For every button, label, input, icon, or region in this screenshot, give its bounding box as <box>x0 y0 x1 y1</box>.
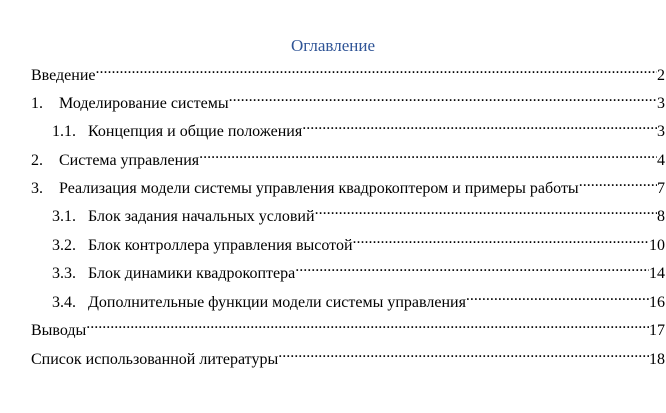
toc-entry-page: 10 <box>649 237 665 254</box>
toc-entry-label: Блок динамики квадрокоптера <box>88 265 296 282</box>
toc-entry-1[interactable] <box>31 86 665 112</box>
toc-entry-label: Блок задания начальных условий <box>88 208 315 225</box>
toc-entry-page: 4 <box>657 152 665 169</box>
toc-entry-label: Система управления <box>59 152 200 169</box>
toc-dot-leader <box>315 199 657 221</box>
toc-entry-1-1[interactable] <box>52 114 665 140</box>
toc-entry-references[interactable] <box>31 342 665 368</box>
toc-dot-leader <box>466 285 649 307</box>
toc-entry-number: 3.1. <box>52 208 76 225</box>
toc-entry-number: 3.4. <box>52 294 76 311</box>
toc-dot-leader <box>302 114 657 136</box>
toc-entry-3-1[interactable] <box>52 199 665 225</box>
toc-dot-leader <box>229 86 657 108</box>
toc-entry-page: 2 <box>657 67 665 84</box>
toc-entry-page: 8 <box>657 208 665 225</box>
toc-entry-label: Список использованной литературы <box>31 351 279 368</box>
toc-entry-3-2[interactable] <box>52 228 665 254</box>
toc-entry-number: 1. <box>31 95 43 112</box>
toc-entry-label: Выводы <box>31 322 87 339</box>
toc-entry-page: 14 <box>649 265 665 282</box>
toc-dot-leader <box>86 313 649 335</box>
toc-entry-3-4[interactable] <box>52 285 665 311</box>
toc-entry-number: 3.3. <box>52 265 76 282</box>
toc-title: Оглавление <box>291 36 375 55</box>
toc-entry-page: 16 <box>649 294 665 311</box>
toc-entry-conclusions[interactable] <box>31 313 665 339</box>
toc-entry-page: 18 <box>649 351 665 368</box>
toc-entry-label: Блок контроллера управления высотой <box>88 237 353 254</box>
toc-entry-intro[interactable] <box>31 58 665 84</box>
toc-dot-leader <box>199 143 657 165</box>
toc-dot-leader <box>353 228 649 250</box>
toc-entry-number: 2. <box>31 152 43 169</box>
toc-entry-page: 3 <box>657 123 665 140</box>
toc-entry-label: Введение <box>31 67 96 84</box>
toc-entry-label: Реализация модели системы управления квадрокоптером и примеры работы <box>59 180 579 197</box>
toc-entry-label: Дополнительные функции модели системы управления <box>88 294 466 311</box>
toc-entry-3-3[interactable] <box>52 256 665 282</box>
toc-dot-leader <box>579 171 657 193</box>
toc-entry-page: 3 <box>657 95 665 112</box>
toc-entry-label: Концепция и общие положения <box>88 123 303 140</box>
toc-entry-number: 3.2. <box>52 237 76 254</box>
toc-dot-leader <box>295 256 649 278</box>
toc-entry-label: Моделирование системы <box>59 95 229 112</box>
toc-entry-2[interactable] <box>31 143 665 169</box>
toc-dot-leader <box>278 342 649 364</box>
toc-entry-page: 7 <box>657 180 665 197</box>
toc-entry-number: 3. <box>31 180 43 197</box>
toc-entry-number: 1.1. <box>52 123 76 140</box>
toc-dot-leader <box>96 58 658 80</box>
toc-entry-page: 17 <box>649 322 665 339</box>
toc-entry-3[interactable] <box>31 171 665 197</box>
